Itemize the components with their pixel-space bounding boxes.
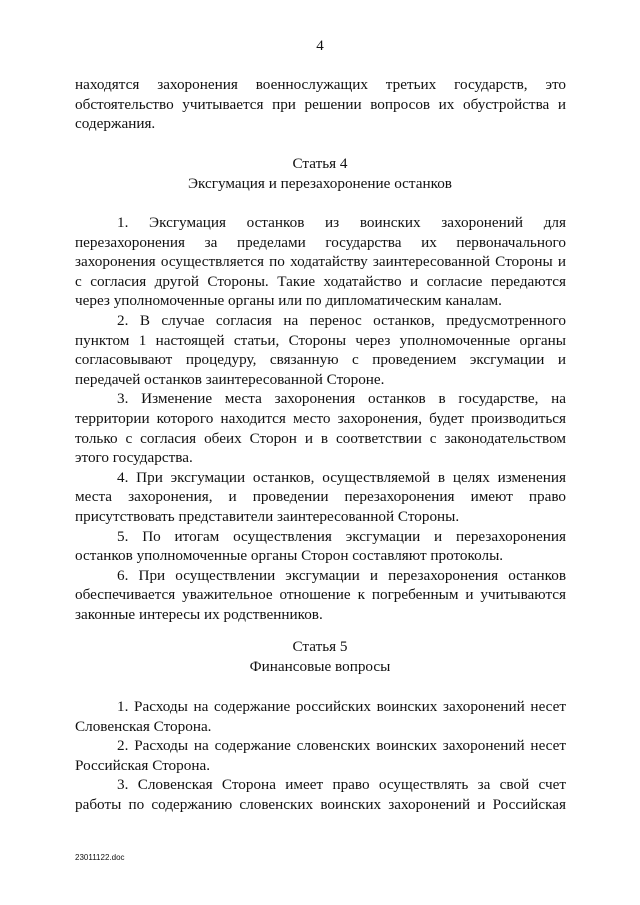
article-4-paragraph: 6. При осуществлении эксгумации и перезахоронения останков обеспечивается уважительное отношение к погребенным и учитываются законные интересы их родственников. [75, 566, 566, 623]
file-name-footer: 23011122.doc [75, 853, 125, 862]
article-5-body [75, 697, 566, 815]
article-5-title: Статья 5 [292, 638, 348, 655]
article-4-paragraph: 1. Эксгумация останков из воинских захоронений для перезахоронения за пределами государства их первоначального захоронения осуществляется по ходатайству заинтересованной Стороны и с согласия другой Стороны. Такие ходатайство и согласие передаются через уполномоченные органы или по дипломатическим каналам. [75, 214, 566, 310]
article-5-paragraph: 1. Расходы на содержание российских воинских захоронений несет Словенская Сторона. [75, 698, 566, 735]
article-4-paragraph: 3. Изменение места захоронения останков в государстве, на территории которого находится место захоронения, будет производиться только с согласия обеих Сторон и в соответствии с законодательством этого государства. [75, 390, 566, 467]
article-4-body [75, 213, 566, 624]
intro-block [75, 75, 566, 134]
article-4-paragraph: 2. В случае согласия на перенос останков, предусмотренного пунктом 1 настоящей статьи, Стороны через уполномоченные органы согласовывают процедуру, связанную с проведением эксгумации и передачей останков заинтересованной Стороне. [75, 311, 566, 388]
article-4-title: Статья 4 [292, 155, 348, 172]
intro-paragraph: находятся захоронения военнослужащих третьих государств, это обстоятельство учитывается при решении вопросов их обустройства и содержания. [75, 76, 566, 133]
page-number: 4 [316, 38, 324, 54]
article-4-subtitle: Эксгумация и перезахоронение останков [188, 175, 452, 192]
article-5-paragraph: 2. Расходы на содержание словенских воинских захоронений несет Российская Сторона. [75, 737, 566, 774]
article-4-paragraph: 4. При эксгумации останков, осуществляемой в целях изменения места захоронения, и проведении перезахоронения имеют право присутствовать представители заинтересованной Стороны. [75, 468, 566, 525]
article-5-subtitle: Финансовые вопросы [249, 658, 391, 675]
article-5-paragraph: 3. Словенская Сторона имеет право осуществлять за свой счет работы по содержанию словенских воинских захоронений и Российская [75, 776, 566, 813]
article-4-paragraph: 5. По итогам осуществления эксгумации и перезахоронения останков уполномоченные органы Сторон составляют протоколы. [75, 527, 566, 565]
